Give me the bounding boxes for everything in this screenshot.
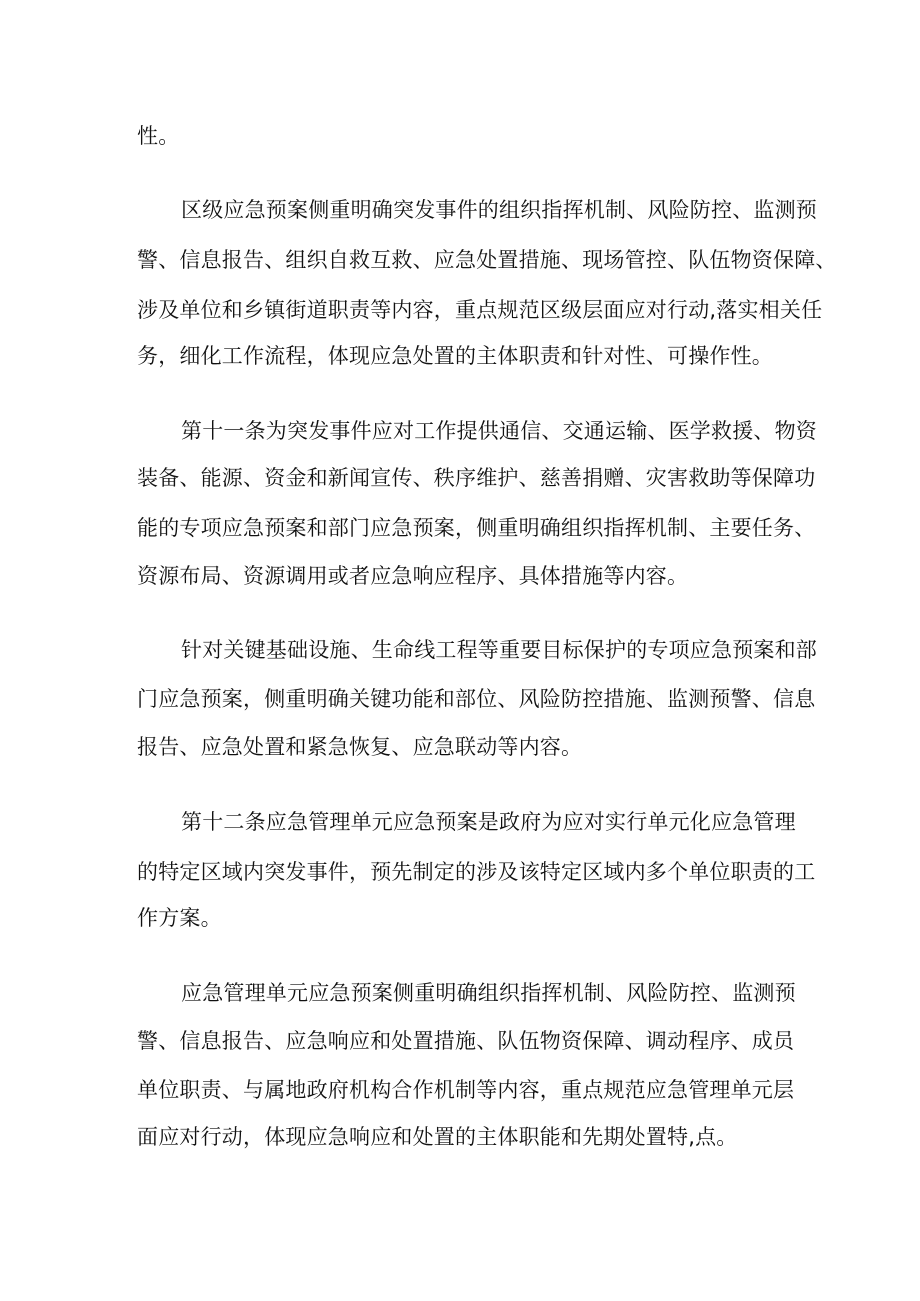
text-line: 装备、能源、资金和新闻宣传、秩序维护、慈善捐赠、灾害救助等保障功 (137, 466, 816, 490)
text-line: 区级应急预案侧重明确突发事件的组织指挥机制、风险防控、监测预 (181, 198, 817, 222)
text-line: 务，细化工作流程，体现应急处置的主体职责和针对性、可操作性。 (137, 344, 773, 368)
text-line: 警、信息报告、组织自救互救、应急处置措施、现场管控、队伍物资保障、 (137, 248, 837, 272)
text-line: 报告、应急处置和紧急恢复、应急联动等内容。 (137, 735, 583, 759)
text-line: 性。 (137, 124, 180, 148)
text-line: 涉及单位和乡镇街道职责等内容，重点规范区级层面应对行动,落实相关任 (137, 298, 823, 322)
text-line: 资源布局、资源调用或者应急响应程序、具体措施等内容。 (137, 564, 689, 588)
text-line: 第十一条为突发事件应对工作提供通信、交通运输、医学救援、物资 (181, 419, 817, 443)
text-line: 能的专项应急预案和部门应急预案，侧重明确组织指挥机制、主要任务、 (137, 516, 816, 540)
text-line: 单位职责、与属地政府机构合作机制等内容，重点规范应急管理单元层 (137, 1078, 795, 1102)
text-line: 面应对行动，体现应急响应和处置的主体职能和先期处置特,点。 (137, 1125, 738, 1149)
text-line: 的特定区域内突发事件，预先制定的涉及该特定区域内多个单位职责的工 (137, 860, 816, 884)
text-line: 针对关键基础设施、生命线工程等重要目标保护的专项应急预案和部 (181, 638, 817, 662)
text-line: 第十二条应急管理单元应急预案是政府为应对实行单元化应急管理 (181, 810, 796, 834)
text-line: 门应急预案，侧重明确关键功能和部位、风险防控措施、监测预警、信息 (137, 687, 816, 711)
text-line: 应急管理单元应急预案侧重明确组织指挥机制、风险防控、监测预 (181, 981, 796, 1005)
text-line: 作方案。 (137, 906, 222, 930)
text-line: 警、信息报告、应急响应和处置措施、队伍物资保障、调动程序、成员 (137, 1029, 795, 1053)
